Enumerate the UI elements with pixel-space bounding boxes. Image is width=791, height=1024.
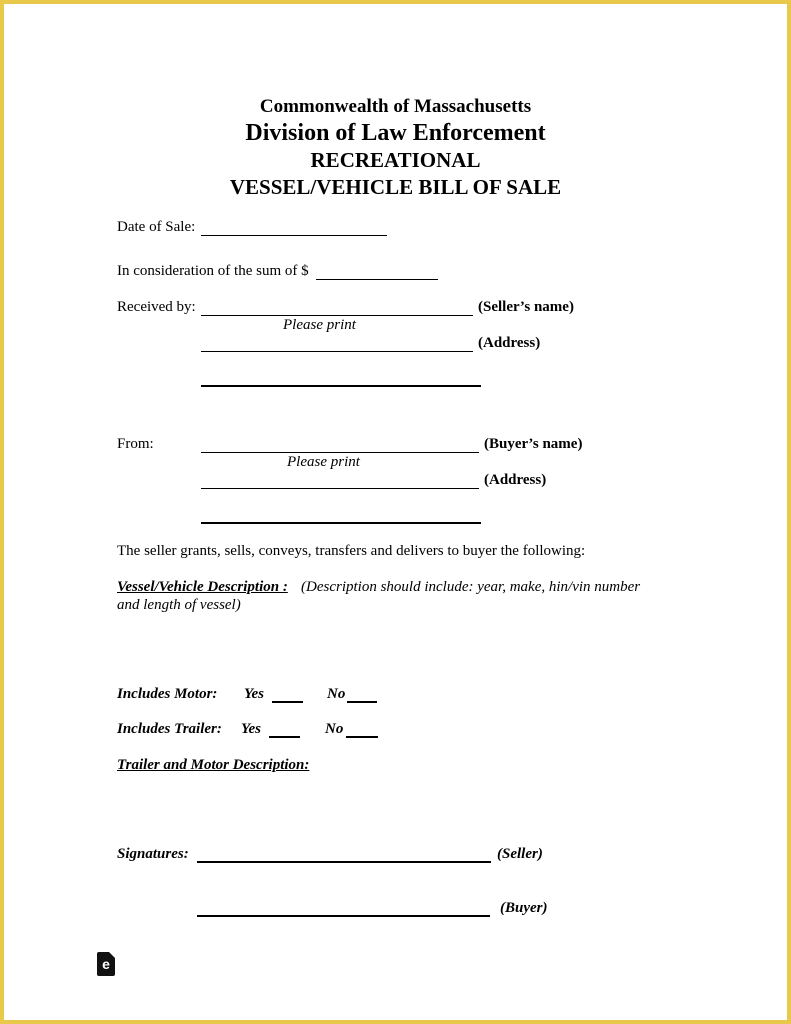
seller-name-line[interactable] bbox=[201, 315, 473, 316]
logo-letter: e bbox=[102, 956, 110, 972]
trailer-no-label: No bbox=[325, 721, 344, 737]
trailer-yes-blank[interactable] bbox=[269, 736, 300, 738]
trailer-motor-description-label: Trailer and Motor Description: bbox=[117, 757, 310, 773]
seller-signature-line[interactable] bbox=[197, 861, 491, 863]
includes-motor-label: Includes Motor: bbox=[117, 686, 218, 702]
vessel-description-label: Vessel/Vehicle Description : bbox=[117, 579, 288, 595]
buyer-signature-caption: (Buyer) bbox=[500, 900, 548, 916]
vessel-description-hint-1: (Description should include: year, make, hin/vin number bbox=[301, 579, 641, 595]
consideration-amount-line[interactable] bbox=[316, 279, 438, 280]
trailer-yes-label: Yes bbox=[241, 721, 261, 737]
buyer-address-line-1[interactable] bbox=[201, 488, 479, 489]
vessel-description-hint-2: and length of vessel) bbox=[117, 597, 241, 613]
buyer-name-caption: (Buyer’s name) bbox=[484, 436, 583, 452]
eforms-logo-icon bbox=[97, 952, 115, 976]
trailer-no-blank[interactable] bbox=[346, 736, 378, 738]
header-line-3: RECREATIONAL bbox=[310, 148, 481, 172]
buyer-signature-line[interactable] bbox=[197, 915, 490, 917]
seller-please-print: Please print bbox=[283, 317, 356, 333]
seller-signature-caption: (Seller) bbox=[497, 846, 543, 862]
date-of-sale-label: Date of Sale: bbox=[117, 219, 196, 235]
consideration-label: In consideration of the sum of $ bbox=[117, 263, 309, 279]
seller-address-line-1[interactable] bbox=[201, 351, 473, 352]
header-line-2: Division of Law Enforcement bbox=[245, 120, 546, 146]
motor-no-label: No bbox=[327, 686, 346, 702]
from-label: From: bbox=[117, 436, 154, 452]
header-line-4: VESSEL/VEHICLE BILL OF SALE bbox=[229, 175, 562, 199]
seller-name-caption: (Seller’s name) bbox=[478, 299, 574, 315]
received-by-label: Received by: bbox=[117, 299, 196, 315]
motor-yes-label: Yes bbox=[244, 686, 264, 702]
buyer-address-line-2[interactable] bbox=[201, 522, 481, 524]
buyer-please-print: Please print bbox=[287, 454, 360, 470]
grant-text: The seller grants, sells, conveys, transfers and delivers to buyer the following: bbox=[117, 543, 586, 559]
header-line-1: Commonwealth of Massachusetts bbox=[259, 96, 532, 117]
buyer-address-caption: (Address) bbox=[484, 472, 547, 488]
includes-trailer-label: Includes Trailer: bbox=[117, 721, 222, 737]
buyer-name-line[interactable] bbox=[201, 452, 479, 453]
seller-address-caption: (Address) bbox=[478, 335, 541, 351]
motor-no-blank[interactable] bbox=[347, 701, 377, 703]
signatures-label: Signatures: bbox=[117, 846, 189, 862]
motor-yes-blank[interactable] bbox=[272, 701, 303, 703]
date-of-sale-line[interactable] bbox=[201, 235, 387, 236]
seller-address-line-2[interactable] bbox=[201, 385, 481, 387]
